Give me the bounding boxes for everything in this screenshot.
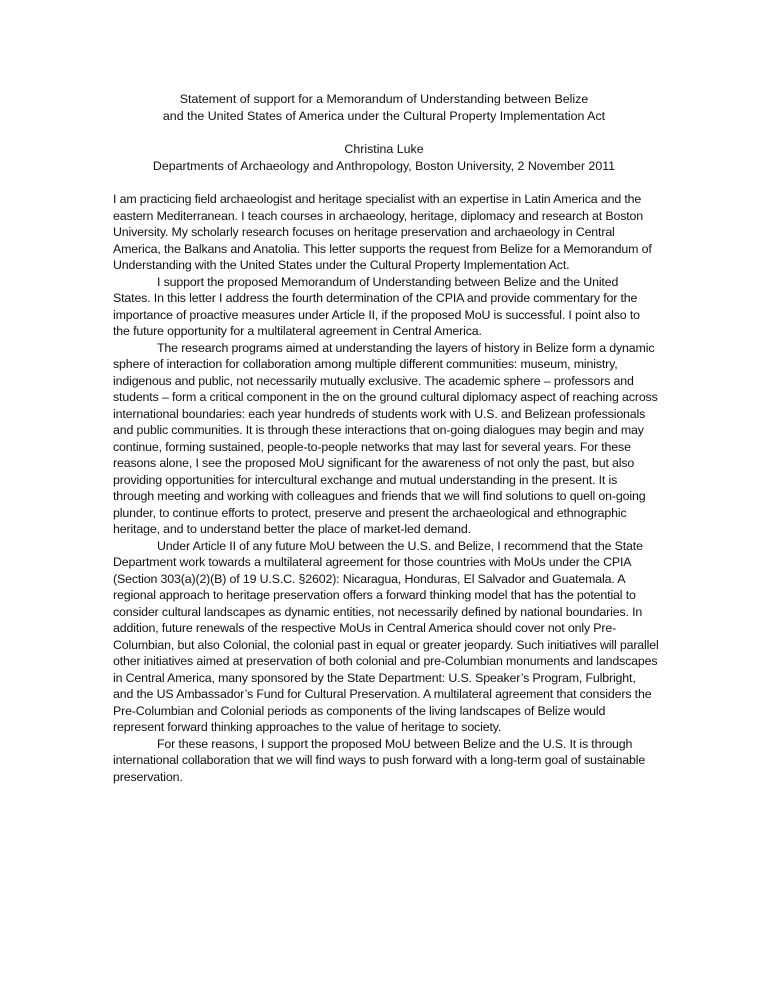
title-line-2: and the United States of America under the Cultural Property Implementation Act (162, 108, 606, 123)
author-block (0, 141, 768, 174)
author-name: Christina Luke (344, 142, 424, 156)
paragraph-support: I support the proposed Memorandum of Understanding between Belize and the United States. In this letter I address the fourth determination of the CPIA and provide commentary for the importance of proactive measures under Article II, if the proposed MoU is successful. I point also to the future opportunity for a multilateral agreement in Central America. (113, 274, 640, 338)
document-title (0, 91, 768, 124)
author-affiliation: Departments of Archaeology and Anthropology, Boston University, 2 November 2011 (152, 158, 616, 173)
paragraph-research-programs: The research programs aimed at understanding the layers of history in Belize form a dynamic sphere of interaction for collaboration among multiple different communities: museum, ministry, indigenous and public, not necessarily mutually exclusive. The academic sphere – professors and students – form a critical component in the on the ground cultural diplomacy aspect of reaching across international boundaries: each year hundreds of students work with U.S. and Belizean professionals and public communities. It is through these interactions that on-going dialogues may begin and may continue, forming sustained, people-to-people networks that may last for several years. For these reasons alone, I see the proposed MoU significant for the awareness of not only the past, but also providing opportunities for intercultural exchange and mutual understanding in the present. It is through meeting and working with colleagues and friends that we will find solutions to quell on-going plunder, to continue efforts to protect, preserve and present the archaeological and ethnographic heritage, and to understand better the place of market-led demand. (113, 340, 658, 536)
title-line-1: Statement of support for a Memorandum of Understanding between Belize (179, 92, 589, 106)
letter-body (113, 191, 659, 785)
paragraph-article-ii: Under Article II of any future MoU between the U.S. and Belize, I recommend that the State Department work towards a multilateral agreement for those countries with MoUs under the CPIA (Section 303(a)(2)(B) of 19 U.S.C. §2602): Nicaragua, Honduras, El Salvador and Guatemala. A regional approach to heritage preservation offers a forward thinking model that has the potential to consider cultural landscapes as dynamic entities, not necessarily defined by national boundaries. In addition, future renewals of the respective MoUs in Central America should cover not only Pre-Columbian, but also Colonial, the colonial past in equal or greater jeopardy. Such initiatives will parallel other initiatives aimed at preservation of both colonial and pre-Columbian monuments and landscapes in Central America, many sponsored by the State Department: U.S. Speaker’s Program, Fulbright, and the US Ambassador’s Fund for Cultural Preservation. A multilateral agreement that considers the Pre-Columbian and Colonial periods as components of the living landscapes of Belize would represent forward thinking approaches to the value of heritage to society. (113, 538, 659, 734)
paragraph-conclusion: For these reasons, I support the proposed MoU between Belize and the U.S. It is through international collaboration that we will find ways to push forward with a long-term goal of sustainable preservation. (113, 736, 646, 784)
paragraph-intro: I am practicing field archaeologist and heritage specialist with an expertise in Latin America and the eastern Mediterranean. I teach courses in archaeology, heritage, diplomacy and research at Boston University. My scholarly research focuses on heritage preservation and archaeology in Central America, the Balkans and Anatolia. This letter supports the request from Belize for a Memorandum of Understanding with the United States under the Cultural Property Implementation Act. (113, 192, 652, 272)
